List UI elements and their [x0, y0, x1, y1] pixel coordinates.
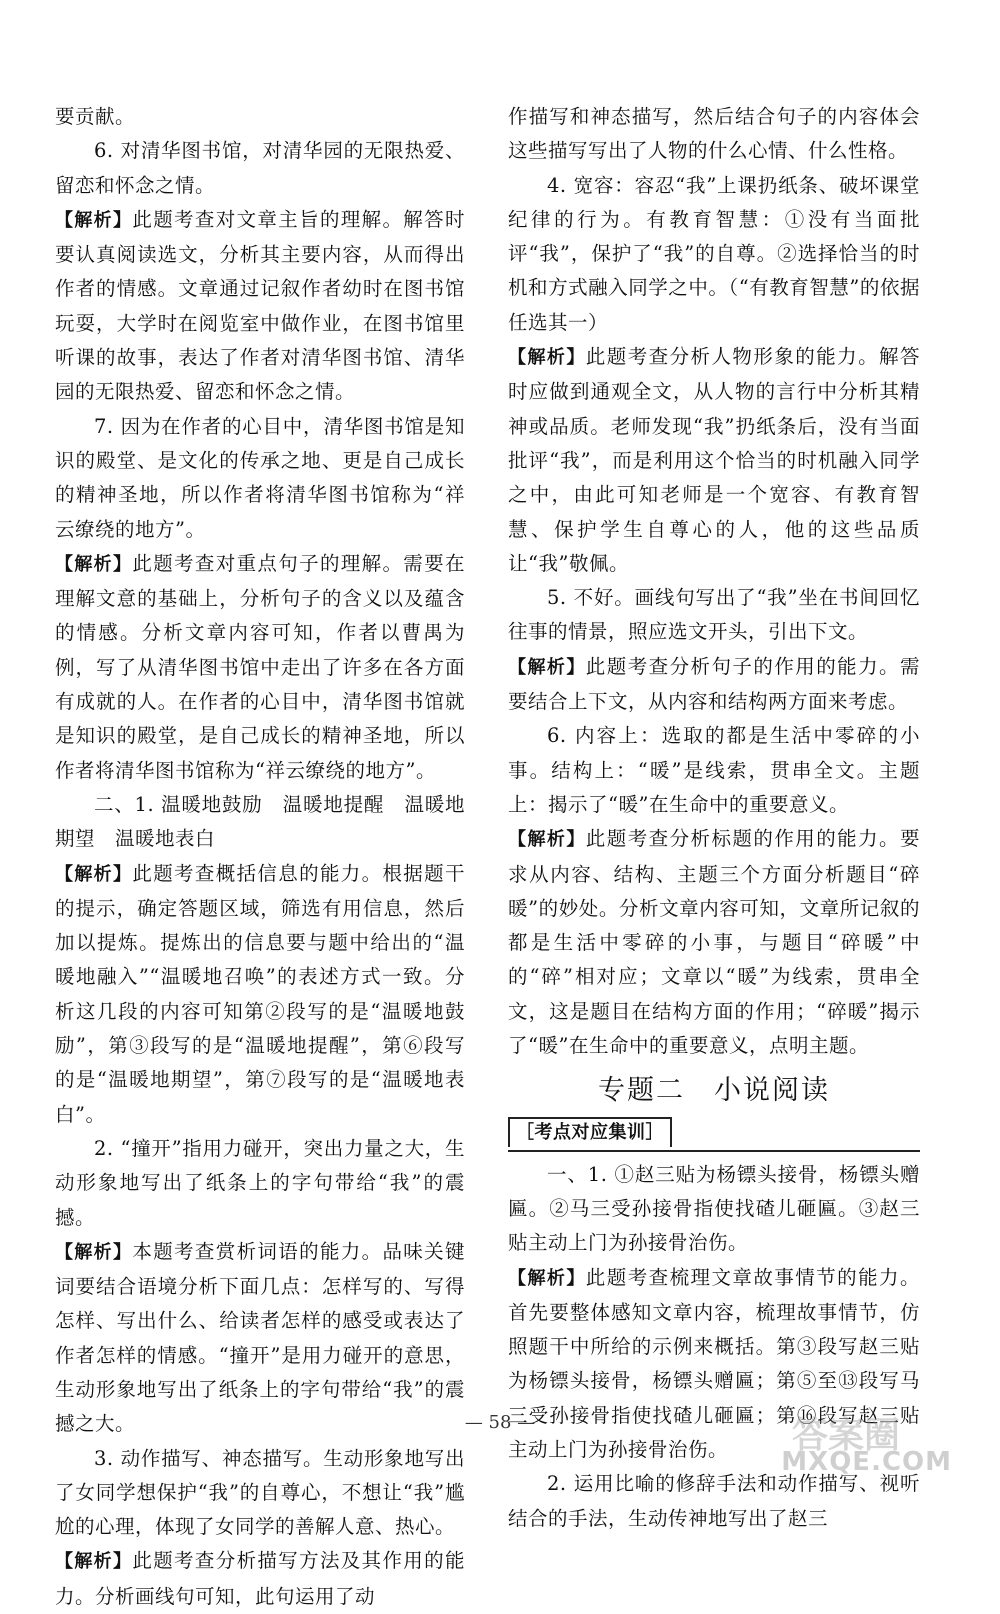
analysis-paragraph	[508, 650, 920, 720]
answer-paragraph: 6. 内容上：选取的都是生活中零碎的小事。结构上：“暖”是线索，贯串全文。主题上：揭示了“暖”在生命中的重要意义。	[508, 724, 920, 816]
analysis-paragraph	[55, 1544, 465, 1614]
analysis-text: 此题考查分析句子的作用的能力。需要结合上下文，从内容和结构两方面来考虑。	[508, 654, 920, 714]
analysis-tag: 【解析】	[508, 347, 586, 369]
analysis-tag: 【解析】	[55, 863, 133, 885]
left-column	[55, 100, 465, 1614]
section-heading: 专题二 小说阅读	[598, 1075, 830, 1107]
text-paragraph: 作描写和神态描写，然后结合句子的内容体会这些描写写出了人物的什么心情、什么性格。	[508, 105, 920, 163]
page-number: — 58 —	[464, 1412, 536, 1433]
text-paragraph: 要贡献。	[55, 105, 136, 128]
analysis-tag: 【解析】	[55, 209, 133, 231]
analysis-tag: 【解析】	[55, 1241, 133, 1263]
analysis-paragraph	[55, 547, 465, 788]
analysis-text: 此题考查对文章主旨的理解。解答时要认真阅读选文，分析其主要内容，从而得出作者的情感。文章通过记叙作者幼时在图书馆玩耍，大学时在阅览室中做作业，在图书馆里听课的故事，表达了作者对清华图书馆、清华园的无限热爱、留恋和怀念之情。	[55, 207, 465, 404]
analysis-text: 此题考查分析标题的作用的能力。要求从内容、结构、主题三个方面分析题目“碎暖”的妙处。分析文章内容可知，文章所记叙的都是生活中零碎的小事，与题目“碎暖”中的“碎”相对应；文章以“暖”为线索，贯串全文，这是题目在结构方面的作用；“碎暖”揭示了“暖”在生命中的重要意义，点明主题。	[508, 827, 920, 1058]
analysis-paragraph	[508, 340, 920, 581]
answer-paragraph: 7. 因为在作者的心目中，清华图书馆是知识的殿堂、是文化的传承之地、更是自己成长的精神圣地，所以作者将清华图书馆称为“祥云缭绕的地方”。	[55, 414, 465, 541]
answer-paragraph: 二、1. 温暖地鼓励 温暖地提醒 温暖地期望 温暖地表白	[55, 792, 465, 851]
analysis-paragraph	[55, 203, 465, 410]
analysis-text: 此题考查分析人物形象的能力。解答时应做到通观全文，从人物的言行中分析其精神或品质。老师发现“我”扔纸条后，没有当面批评“我”，而是利用这个恰当的时机融入同学之中，由此可知老师是一个宽容、有教育智慧、保护学生自尊心的人，他的这些品质让“我”敬佩。	[508, 345, 920, 575]
answer-paragraph: 2. 运用比喻的修辞手法和动作描写、视听结合的手法，生动传神地写出了赵三	[508, 1472, 920, 1530]
analysis-text: 本题考查赏析词语的能力。品味关键词要结合语境分析下面几点：怎样写的、写得怎样、写出什么、给读者怎样的感受或表达了作者怎样的情感。“撞开”是用力碰开的意思，生动形象地写出了纸条上的字句带给“我”的震撼之大。	[55, 1239, 465, 1436]
analysis-paragraph	[508, 822, 920, 1063]
right-column	[508, 100, 920, 1536]
analysis-text: 此题考查分析描写方法及其作用的能力。分析画线句可知，此句运用了动	[55, 1549, 465, 1608]
analysis-tag: 【解析】	[55, 1551, 133, 1573]
answer-paragraph: 6. 对清华图书馆，对清华园的无限热爱、留恋和怀念之情。	[55, 139, 465, 197]
analysis-text: 此题考查对重点句子的理解。需要在理解文意的基础上，分析句子的含义以及蕴含的情感。分析文章内容可知，作者以曹禺为例，写了从清华图书馆中走出了许多在各方面有成就的人。在作者的心目中，清华图书馆就是知识的殿堂，是自己成长的精神圣地，所以作者将清华图书馆称为“祥云缭绕的地方”。	[55, 551, 465, 782]
analysis-paragraph	[55, 857, 465, 1132]
analysis-paragraph	[55, 1235, 465, 1442]
analysis-tag: 【解析】	[508, 1267, 586, 1289]
answer-paragraph: 2. “撞开”指用力碰开，突出力量之大，生动形象地写出了纸条上的字句带给“我”的震撼。	[55, 1136, 465, 1229]
subsection-label: ［考点对应集训］	[508, 1117, 672, 1147]
answer-paragraph: 3. 动作描写、神态描写。生动形象地写出了女同学想保护“我”的自尊心，不想让“我”尴尬的心理，体现了女同学的善解人意、热心。	[55, 1446, 465, 1539]
answer-paragraph: 5. 不好。画线句写出了“我”坐在书间回忆往事的情景，照应选文开头，引出下文。	[508, 586, 920, 644]
watermark-url: MXQE.COM	[781, 1447, 952, 1477]
analysis-tag: 【解析】	[55, 553, 133, 575]
answer-paragraph: 一、1. ①赵三贴为杨镖头接骨，杨镖头赠匾。②马三受孙接骨指使找碴儿砸匾。③赵三贴主动上门为孙接骨治伤。	[508, 1162, 920, 1255]
analysis-text: 此题考查概括信息的能力。根据题干的提示，确定答题区域，筛选有用信息，然后加以提炼。提炼出的信息要与题中给出的“温暖地融入”“温暖地召唤”的表述方式一致。分析这几段的内容可知第②段写的是“温暖地鼓励”，第③段写的是“温暖地提醒”，第⑥段写的是“温暖地期望”，第⑦段写的是“温暖地表白”。	[55, 861, 465, 1126]
analysis-text: 此题考查梳理文章故事情节的能力。首先要整体感知文章内容，梳理故事情节，仿照题干中所给的示例来概括。第③段写赵三贴为杨镖头接骨，杨镖头赠匾；第⑤至⑬段写马三受孙接骨指使找碴儿砸匾；第⑯段写赵三贴主动上门为孙接骨治伤。	[508, 1265, 920, 1461]
watermark-title: 答案圈	[792, 1415, 901, 1456]
watermark-logo	[772, 1405, 952, 1477]
analysis-tag: 【解析】	[508, 829, 586, 851]
subsection-header	[508, 1115, 920, 1151]
analysis-tag: 【解析】	[508, 656, 586, 678]
answer-paragraph: 4. 宽容：容忍“我”上课扔纸条、破坏课堂纪律的行为。有教育智慧：①没有当面批评“我”，保护了“我”的自尊。②选择恰当的时机和方式融入同学之中。（“有教育智慧”的依据任选其一）	[508, 173, 920, 334]
